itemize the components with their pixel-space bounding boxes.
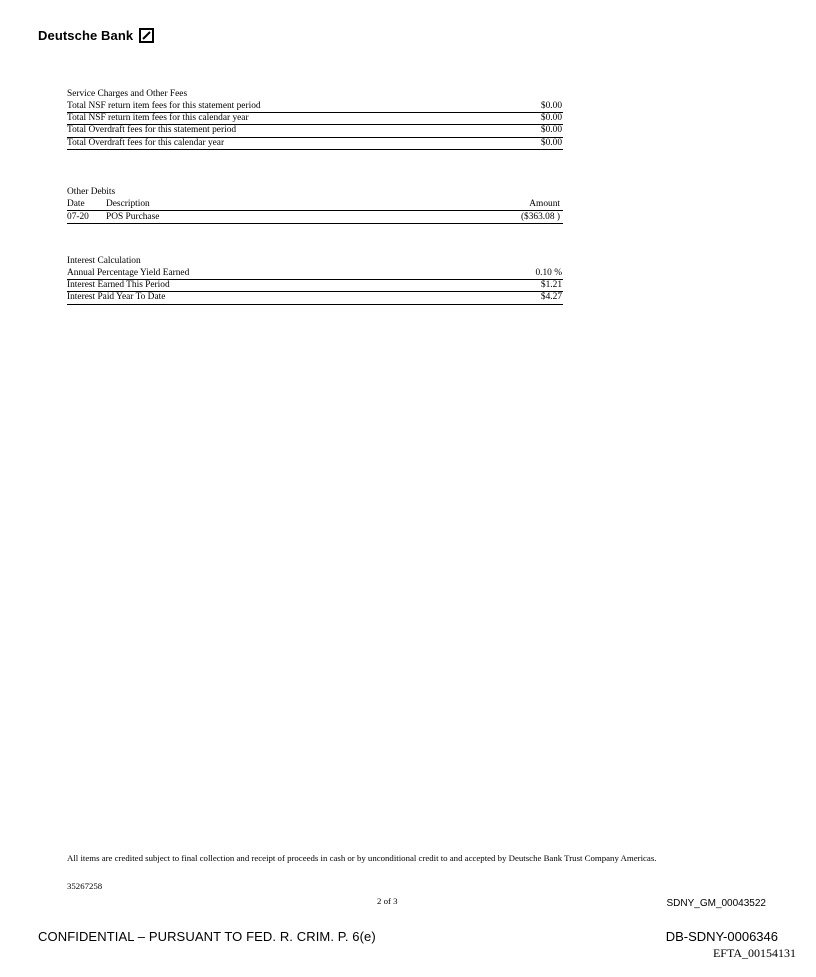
fees-title: Service Charges and Other Fees — [67, 89, 188, 99]
table-row — [67, 125, 563, 137]
bates-number-db: DB-SDNY-0006346 — [665, 929, 778, 944]
other-debits-title: Other Debits — [67, 187, 116, 197]
table-header — [67, 199, 563, 211]
footer-disclaimer: All items are credited subject to final collection and receipt of proceeds in cash or by unconditional credit to and accepted by Deutsche Bank Trust Company Americas. — [67, 853, 657, 863]
table-row — [67, 138, 563, 150]
interest-value: $4.27 — [540, 292, 562, 303]
interest-label: Interest Paid Year To Date — [67, 292, 166, 303]
fee-label: Total NSF return item fees for this statement period — [67, 101, 261, 111]
interest-value: $1.21 — [540, 280, 562, 291]
table-row — [67, 292, 563, 304]
bates-number-sdny: SDNY_GM_00043522 — [666, 898, 766, 909]
fee-value: $0.00 — [540, 137, 562, 148]
interest-title: Interest Calculation — [67, 256, 141, 266]
brand-name: Deutsche Bank — [38, 28, 134, 43]
confidential-notice: CONFIDENTIAL – PURSUANT TO FED. R. CRIM. P. 6(e) — [38, 929, 376, 944]
fee-label: Total Overdraft fees for this calendar year — [67, 137, 225, 148]
table-row — [67, 101, 563, 113]
column-header-date: Date — [67, 199, 85, 209]
debit-date: 07-20 — [67, 212, 89, 222]
interest-label: Interest Earned This Period — [67, 280, 170, 291]
interest-label: Annual Percentage Yield Earned — [67, 268, 190, 278]
debit-amount: ($363.08 ) — [520, 212, 560, 222]
interest-section — [67, 255, 563, 305]
column-header-description: Description — [106, 199, 150, 209]
deutsche-bank-logo-icon — [139, 28, 154, 43]
page-number: 2 of 3 — [377, 896, 398, 906]
interest-value: 0.10 % — [535, 268, 562, 278]
fee-label: Total Overdraft fees for this statement period — [67, 125, 237, 136]
debit-description: POS Purchase — [106, 212, 160, 222]
fee-value: $0.00 — [540, 125, 562, 136]
brand-header — [38, 28, 154, 43]
column-header-amount: Amount — [529, 199, 560, 209]
account-number: 35267258 — [67, 881, 103, 891]
fee-label: Total NSF return item fees for this calendar year — [67, 113, 249, 124]
fee-value: $0.00 — [540, 113, 562, 124]
table-row — [67, 268, 563, 280]
other-debits-section — [67, 186, 563, 224]
table-row — [67, 113, 563, 125]
table-row — [67, 211, 563, 224]
efta-number: EFTA_00154131 — [712, 946, 796, 960]
table-row — [67, 280, 563, 292]
fee-value: $0.00 — [540, 101, 562, 111]
fees-section — [67, 88, 563, 150]
